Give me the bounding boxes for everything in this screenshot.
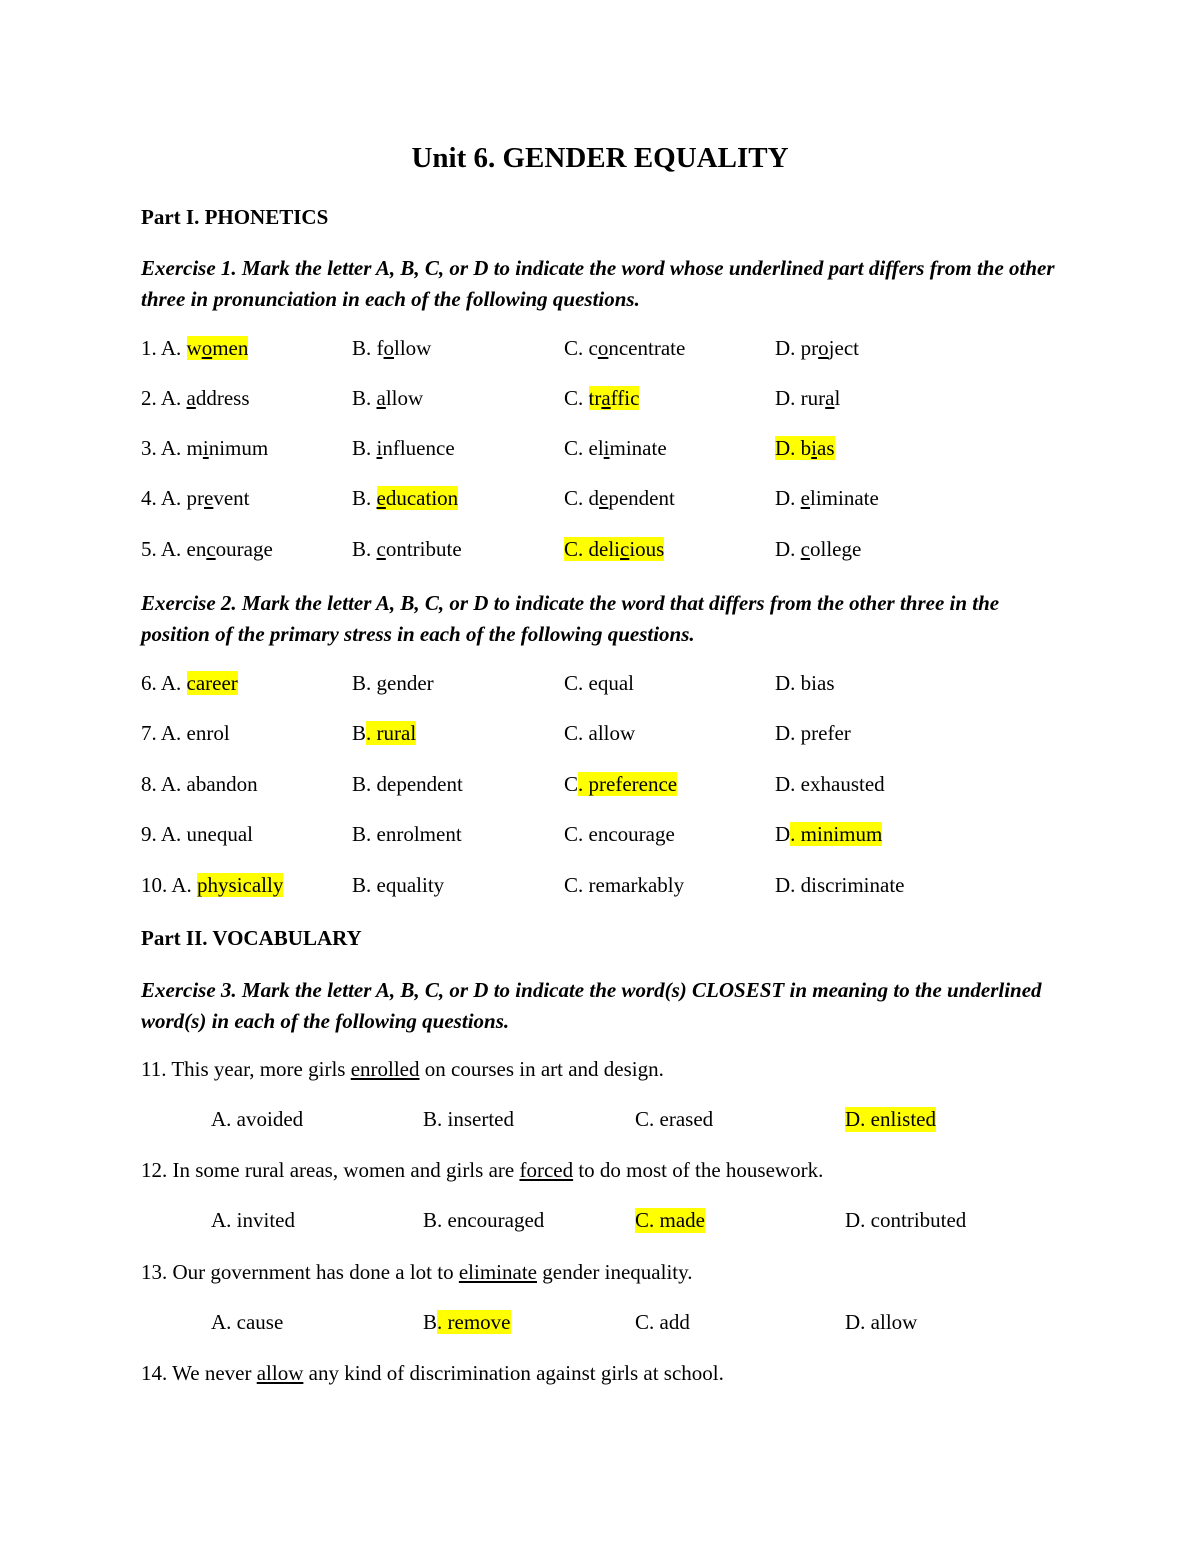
option-a: 6. A. career: [141, 671, 238, 695]
option-d: D. exhausted: [775, 772, 885, 796]
option-c: C. dependent: [564, 486, 675, 510]
option-b: B. gender: [352, 671, 434, 695]
option-b: B. dependent: [352, 772, 463, 796]
option-c: C. eliminate: [564, 436, 667, 460]
option-b: B. education: [352, 486, 459, 510]
option-c: C. traffic: [564, 386, 640, 410]
option-c: C. delicious: [564, 537, 665, 561]
option-d: D. discriminate: [775, 873, 905, 897]
option-d: D. rural: [775, 386, 841, 410]
option-c: C. add: [635, 1310, 690, 1334]
option-c: C. made: [635, 1208, 705, 1232]
option-d: D. eliminate: [775, 486, 879, 510]
option-d: D. bias: [775, 436, 835, 460]
option-c: C. concentrate: [564, 336, 686, 360]
exercise2-instruction: Exercise 2. Mark the letter A, B, C, or D to indicate the word that differs from the other three in the position of the primary stress in each of the following questions.: [141, 591, 1000, 646]
question-14-stem: 14. We never allow any kind of discrimination against girls at school.: [141, 1361, 724, 1385]
option-a: 9. A. unequal: [141, 822, 253, 846]
option-b: B. follow: [352, 336, 432, 360]
option-a: 7. A. enrol: [141, 721, 230, 745]
option-a: 10. A. physically: [141, 873, 284, 897]
option-b: B. rural: [352, 721, 417, 745]
option-d: D. allow: [845, 1310, 918, 1334]
option-c: C. remarkably: [564, 873, 685, 897]
option-a: 3. A. minimum: [141, 436, 269, 460]
exercise1-instruction: Exercise 1. Mark the letter A, B, C, or D to indicate the word whose underlined part differs from the other three in pronunciation in each of the following questions.: [141, 256, 1055, 311]
option-a: 2. A. address: [141, 386, 250, 410]
option-d: D. bias: [775, 671, 835, 695]
option-b: B. inserted: [423, 1107, 514, 1131]
option-b: B. equality: [352, 873, 445, 897]
option-d: D. minimum: [775, 822, 883, 846]
option-d: D. contributed: [845, 1208, 967, 1232]
option-b: B. encouraged: [423, 1208, 545, 1232]
option-b: B. remove: [423, 1310, 511, 1334]
option-a: A. cause: [211, 1310, 284, 1334]
option-b: B. enrolment: [352, 822, 462, 846]
exercise3-instruction: Exercise 3. Mark the letter A, B, C, or D to indicate the word(s) CLOSEST in meaning to the underlined word(s) in each of the following questions.: [141, 978, 1042, 1033]
part1-heading: Part I. PHONETICS: [141, 205, 329, 229]
option-a: 8. A. abandon: [141, 772, 258, 796]
option-a: A. avoided: [211, 1107, 304, 1131]
option-c: C. encourage: [564, 822, 675, 846]
option-a: 4. A. prevent: [141, 486, 250, 510]
page-title: Unit 6. GENDER EQUALITY: [411, 142, 789, 174]
option-d: D. college: [775, 537, 862, 561]
question-11-stem: 11. This year, more girls enrolled on courses in art and design.: [141, 1057, 664, 1081]
option-d: D. prefer: [775, 721, 851, 745]
option-b: B. allow: [352, 386, 424, 410]
option-c: C. allow: [564, 721, 636, 745]
option-b: B. influence: [352, 436, 455, 460]
option-c: C. erased: [635, 1107, 714, 1131]
option-b: B. contribute: [352, 537, 462, 561]
option-a: 1. A. women: [141, 336, 249, 360]
option-d: D. project: [775, 336, 859, 360]
part2-heading: Part II. VOCABULARY: [141, 926, 362, 950]
option-a: A. invited: [211, 1208, 295, 1232]
option-c: C. equal: [564, 671, 634, 695]
option-c: C. preference: [564, 772, 678, 796]
option-d: D. enlisted: [845, 1107, 936, 1131]
question-13-stem: 13. Our government has done a lot to eliminate gender inequality.: [141, 1260, 693, 1284]
option-a: 5. A. encourage: [141, 537, 273, 561]
question-12-stem: 12. In some rural areas, women and girls are forced to do most of the housework.: [141, 1158, 824, 1182]
